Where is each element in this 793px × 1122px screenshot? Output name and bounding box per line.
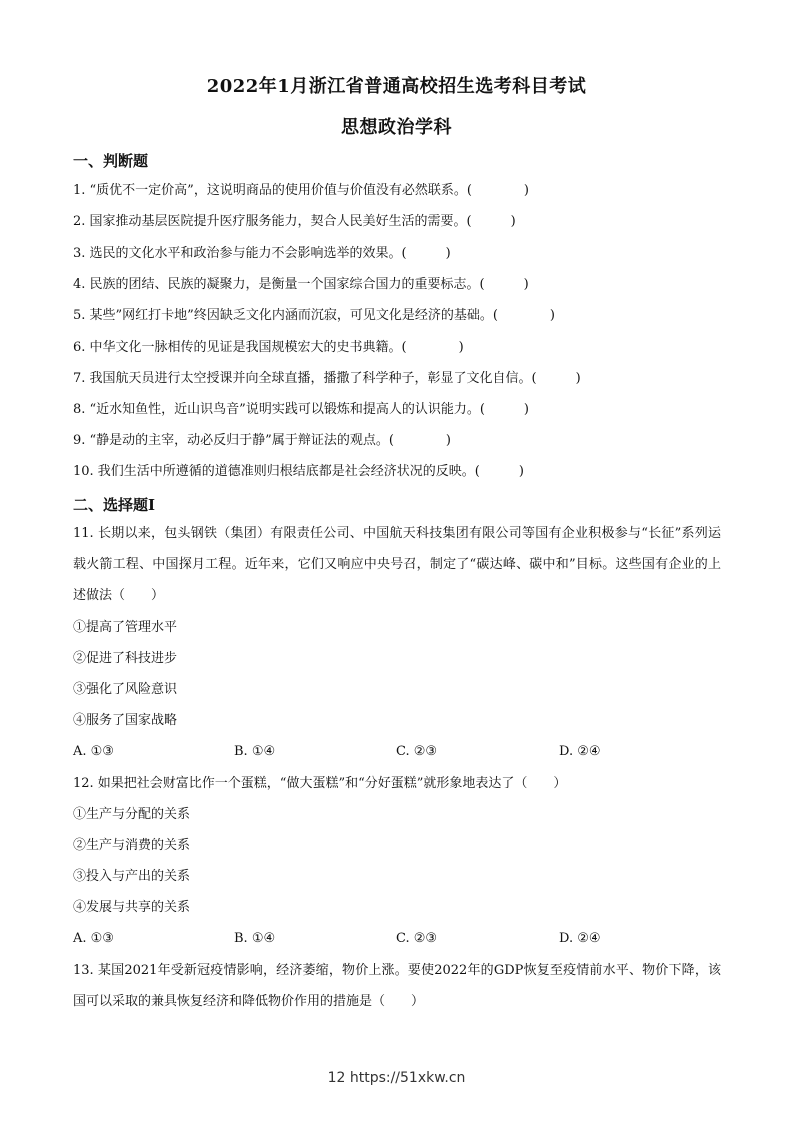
judge-item: 4. 民族的团结、民族的凝聚力，是衡量一个国家综合国力的重要标志。( ) (73, 277, 529, 292)
question-13-stem: 13. 某国2021年受新冠疫情影响，经济萎缩，物价上涨。要使2022年的GDP恢复至疫情前水平、物价下降，该国可以采取的兼具恢复经济和降低物价作用的措施是（ ） (73, 963, 721, 1009)
judge-item: 5. 某些”网红打卡地”终因缺乏文化内涵而沉寂，可见文化是经济的基础。( ) (73, 308, 555, 323)
question-11-option-b: B. ①④ (234, 744, 276, 759)
question-12-statement: ③投入与产出的关系 (73, 869, 191, 884)
question-12-statement: ④发展与共享的关系 (73, 900, 191, 915)
judge-item: 2. 国家推动基层医院提升医疗服务能力，契合人民美好生活的需要。( ) (73, 214, 516, 229)
question-11-statement: ④服务了国家战略 (73, 713, 178, 728)
question-11-statement: ②促进了科技进步 (73, 651, 178, 666)
judge-item: 10. 我们生活中所遵循的道德准则归根结底都是社会经济状况的反映。( ) (73, 464, 524, 479)
question-11-option-d: D. ②④ (559, 744, 601, 759)
question-11-statement: ①提高了管理水平 (73, 620, 178, 635)
judge-item: 9. “静是动的主宰，动必反归于静”属于辩证法的观点。( ) (73, 433, 451, 448)
choice-section-heading: 二、选择题Ⅰ (73, 496, 156, 514)
exam-title: 2022年1月浙江省普通高校招生选考科目考试 (206, 76, 587, 97)
judge-item: 7. 我国航天员进行太空授课并向全球直播，播撒了科学种子，彰显了文化自信。( ) (73, 371, 581, 386)
page-footer: 12 https://51xkw.cn (327, 1070, 466, 1086)
question-12-option-a: A. ①③ (73, 931, 114, 946)
question-11-option-a: A. ①③ (73, 744, 114, 759)
subject-title: 思想政治学科 (341, 117, 452, 138)
judge-item: 6. 中华文化一脉相传的见证是我国规模宏大的史书典籍。( ) (73, 340, 464, 355)
question-12-stem: 12. 如果把社会财富比作一个蛋糕，“做大蛋糕”和“分好蛋糕”就形象地表达了（ ） (73, 776, 567, 791)
judge-item: 3. 选民的文化水平和政治参与能力不会影响选举的效果。( ) (73, 246, 451, 261)
question-11-option-c: C. ②③ (396, 744, 438, 759)
judge-section-heading: 一、判断题 (73, 152, 149, 170)
question-12-option-d: D. ②④ (559, 931, 601, 946)
question-12-statement: ②生产与消费的关系 (73, 838, 191, 853)
question-12-option-b: B. ①④ (234, 931, 276, 946)
question-12-statement: ①生产与分配的关系 (73, 807, 191, 822)
question-11-statement: ③强化了风险意识 (73, 682, 178, 697)
judge-item: 1. “质优不一定价高”，这说明商品的使用价值与价值没有必然联系。( ) (73, 183, 529, 198)
question-12-option-c: C. ②③ (396, 931, 438, 946)
question-11-stem: 11. 长期以来，包头钢铁（集团）有限责任公司、中国航天科技集团有限公司等国有企业积极参与“长征”系列运载火箭工程、中国探月工程。近年来，它们又响应中央号召，制定了“碳达峰、碳中和”目标。这些国有企业的上述做法（ ） (73, 526, 721, 603)
judge-item: 8. “近水知鱼性，近山识鸟音”说明实践可以锻炼和提高人的认识能力。( ) (73, 402, 529, 417)
